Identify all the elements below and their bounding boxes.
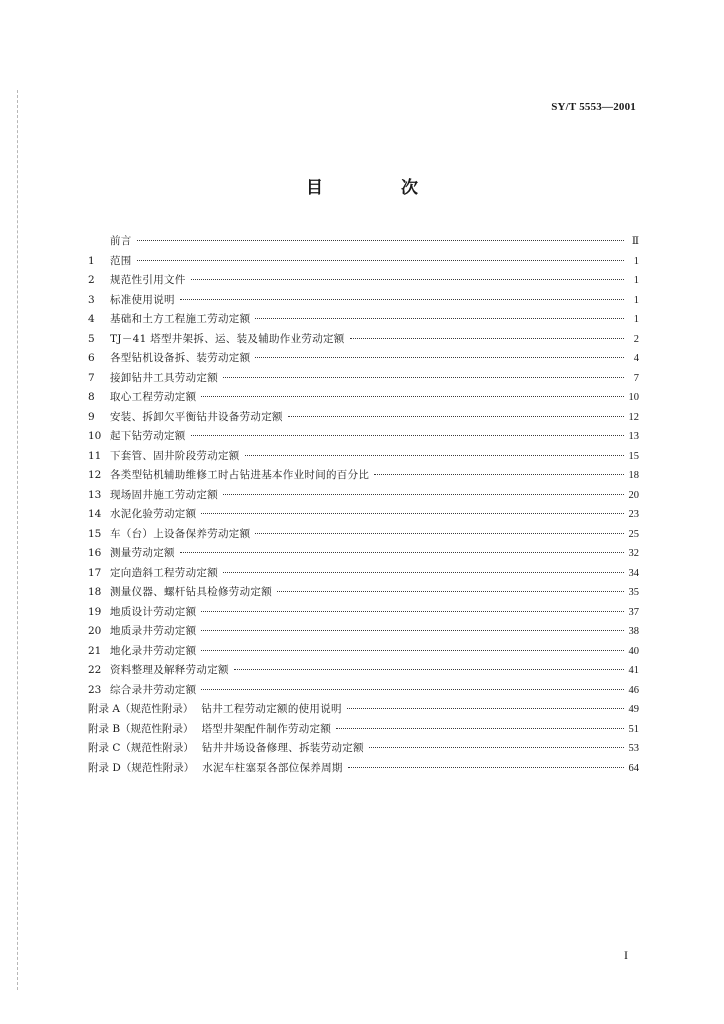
toc-entry[interactable] xyxy=(88,603,639,623)
toc-entry-page: 32 xyxy=(628,548,639,559)
toc-dot-leader xyxy=(347,708,624,709)
toc-entry-title: 钻井井场设备修理、拆装劳动定额 xyxy=(201,742,364,754)
toc-dot-leader xyxy=(374,474,623,475)
toc-dot-leader xyxy=(223,377,624,378)
toc-entry-title: 下套管、固井阶段劳动定额 xyxy=(110,449,240,462)
toc-entry-number: 附录 B（规范性附录） xyxy=(88,722,194,735)
toc-entry-title: 基础和土方工程施工劳动定额 xyxy=(110,313,251,325)
toc-entry-page: 1 xyxy=(633,275,639,286)
toc-entry-title: 取心工程劳动定额 xyxy=(110,391,197,403)
toc-entry-title: 范围 xyxy=(110,254,132,267)
toc-entry[interactable] xyxy=(88,739,639,759)
toc-entry[interactable] xyxy=(88,310,639,330)
toc-entry-page: 20 xyxy=(628,489,639,501)
toc-entry[interactable] xyxy=(88,330,639,350)
toc-dot-leader xyxy=(369,747,624,748)
toc-entry-title: 各型钻机设备拆、装劳动定额 xyxy=(110,352,251,364)
toc-entry[interactable] xyxy=(88,388,639,408)
page-number: I xyxy=(624,948,628,962)
toc-dot-leader xyxy=(234,669,624,670)
toc-dot-leader xyxy=(180,552,624,553)
toc-entry-page: 23 xyxy=(628,509,639,520)
toc-entry-number: 16 xyxy=(88,547,102,559)
toc-entry-page: 34 xyxy=(628,567,639,579)
toc-entry-title: 各类型钻机辅助维修工时占钻进基本作业时间的百分比 xyxy=(110,469,370,481)
toc-entry-page: 64 xyxy=(628,762,639,774)
toc-entry-page: 1 xyxy=(633,294,639,306)
toc-entry-number: 11 xyxy=(88,449,102,462)
toc-entry[interactable] xyxy=(88,427,639,447)
toc-entry-page: 7 xyxy=(633,372,639,384)
toc-entry[interactable] xyxy=(88,622,639,642)
toc-dot-leader xyxy=(201,689,623,690)
toc-dot-leader xyxy=(255,357,624,358)
toc-entry-title: 资料整理及解释劳动定额 xyxy=(110,664,229,676)
toc-entry-number: 15 xyxy=(88,527,102,540)
toc-entry-title: 钻井工程劳动定额的使用说明 xyxy=(201,703,342,715)
toc-entry-title: 规范性引用文件 xyxy=(110,274,186,286)
toc-entry-page: 18 xyxy=(628,470,639,481)
toc-entry-number: 10 xyxy=(88,430,102,442)
toc-entry-number: 20 xyxy=(88,625,102,637)
toc-entry-number: 6 xyxy=(88,352,95,364)
toc-entry[interactable] xyxy=(88,466,639,486)
toc-entry-page: Ⅱ xyxy=(631,236,639,247)
toc-dot-leader xyxy=(191,279,624,280)
toc-entry-page: 49 xyxy=(628,704,639,715)
toc-entry[interactable] xyxy=(88,544,639,564)
toc-entry-page: 51 xyxy=(628,723,639,735)
toc-entry-title: 测量劳动定额 xyxy=(110,547,175,559)
toc-entry[interactable] xyxy=(88,408,639,428)
toc-dot-leader xyxy=(255,318,624,319)
toc-entry-title: 起下钻劳动定额 xyxy=(110,430,186,442)
toc-entry[interactable] xyxy=(88,583,639,603)
toc-dot-leader xyxy=(336,728,623,729)
toc-entry[interactable] xyxy=(88,271,639,291)
toc-entry[interactable] xyxy=(88,642,639,662)
toc-entry-page: 10 xyxy=(628,392,639,403)
toc-entry-page: 2 xyxy=(633,333,639,345)
toc-entry-title: 综合录井劳动定额 xyxy=(110,683,197,696)
toc-dot-leader xyxy=(277,591,624,592)
toc-dot-leader xyxy=(201,630,623,631)
toc-entry-page: 25 xyxy=(628,528,639,540)
toc-entry-number: 附录 C（规范性附录） xyxy=(88,742,194,754)
toc-entry-page: 1 xyxy=(633,255,639,267)
toc-dot-leader xyxy=(201,396,623,397)
table-of-contents xyxy=(88,232,639,778)
toc-entry-title: TJ－41 塔型井架拆、运、装及辅助作业劳动定额 xyxy=(110,332,345,345)
toc-entry-number: 14 xyxy=(88,508,102,520)
toc-entry-number: 附录 D（规范性附录） xyxy=(88,761,195,774)
toc-entry[interactable] xyxy=(88,486,639,506)
toc-entry-title: 安装、拆卸欠平衡钻井设备劳动定额 xyxy=(110,410,283,423)
toc-entry[interactable] xyxy=(88,681,639,701)
toc-dot-leader xyxy=(223,572,624,573)
toc-entry-number: 5 xyxy=(88,332,95,345)
toc-entry-title: 水泥化验劳动定额 xyxy=(110,508,197,520)
toc-entry-number: 8 xyxy=(88,391,95,403)
standard-code: SY/T 5553—2001 xyxy=(551,101,636,113)
toc-entry[interactable] xyxy=(88,564,639,584)
toc-dot-leader xyxy=(223,494,624,495)
toc-entry[interactable] xyxy=(88,447,639,467)
toc-entry-number: 17 xyxy=(88,566,102,579)
toc-dot-leader xyxy=(201,650,623,651)
toc-entry-title: 接卸钻井工具劳动定额 xyxy=(110,371,218,384)
toc-entry-page: 40 xyxy=(628,645,639,657)
toc-entry[interactable] xyxy=(88,720,639,740)
toc-entry-title: 测量仪器、螺杆钻具检修劳动定额 xyxy=(110,586,272,598)
toc-entry-number: 19 xyxy=(88,605,102,618)
toc-entry-page: 15 xyxy=(628,450,639,462)
toc-entry-number: 13 xyxy=(88,488,102,501)
toc-dot-leader xyxy=(180,299,624,300)
toc-entry-page: 13 xyxy=(628,431,639,442)
toc-entry-number: 3 xyxy=(88,293,95,306)
toc-entry-page: 46 xyxy=(628,684,639,696)
toc-dot-leader xyxy=(191,435,624,436)
toc-entry-number: 2 xyxy=(88,274,95,286)
toc-entry-title: 车（台）上设备保养劳动定额 xyxy=(110,527,251,540)
toc-entry-number: 1 xyxy=(88,254,95,267)
toc-entry-title: 地质设计劳动定额 xyxy=(110,605,197,618)
toc-entry-page: 41 xyxy=(628,665,639,676)
toc-entry-title: 地化录井劳动定额 xyxy=(110,644,197,657)
toc-entry[interactable] xyxy=(88,369,639,389)
toc-entry-number: 18 xyxy=(88,586,102,598)
toc-entry[interactable] xyxy=(88,252,639,272)
toc-entry-number: 4 xyxy=(88,313,95,325)
binding-edge-line xyxy=(17,90,19,990)
toc-entry-page: 1 xyxy=(633,314,639,325)
toc-dot-leader xyxy=(201,513,623,514)
toc-entry-page: 12 xyxy=(628,411,639,423)
toc-entry[interactable] xyxy=(88,759,639,779)
toc-entry-title: 塔型井架配件制作劳动定额 xyxy=(201,722,332,735)
toc-entry-title: 定向造斜工程劳动定额 xyxy=(110,566,218,579)
toc-entry[interactable] xyxy=(88,661,639,681)
toc-dot-leader xyxy=(350,338,624,339)
toc-entry-number: 21 xyxy=(88,644,102,657)
toc-entry-number: 12 xyxy=(88,469,102,481)
toc-entry-title: 现场固井施工劳动定额 xyxy=(110,488,218,501)
toc-entry-number: 9 xyxy=(88,410,95,423)
toc-dot-leader xyxy=(137,260,624,261)
toc-entry-title: 水泥车柱塞泵各部位保养周期 xyxy=(202,761,343,774)
toc-entry-title: 地质录井劳动定额 xyxy=(110,625,197,637)
toc-dot-leader xyxy=(201,611,623,612)
toc-entry-title: 前言 xyxy=(110,235,132,247)
toc-entry[interactable] xyxy=(88,232,639,252)
toc-entry-title: 标准使用说明 xyxy=(110,293,175,306)
toc-entry[interactable] xyxy=(88,349,639,369)
toc-entry-page: 38 xyxy=(628,626,639,637)
toc-entry-number: 附录 A（规范性附录） xyxy=(88,703,194,715)
toc-entry-number: 23 xyxy=(88,683,102,696)
toc-dot-leader xyxy=(255,533,623,534)
toc-entry-number: 7 xyxy=(88,371,95,384)
toc-dot-leader xyxy=(245,455,624,456)
toc-entry-page: 37 xyxy=(628,606,639,618)
toc-dot-leader xyxy=(137,240,624,241)
toc-entry[interactable] xyxy=(88,505,639,525)
toc-entry[interactable] xyxy=(88,291,639,311)
toc-dot-leader xyxy=(288,416,624,417)
toc-entry-number: 22 xyxy=(88,664,102,676)
toc-entry-page: 4 xyxy=(633,353,639,364)
page-title: 目 次 xyxy=(306,178,454,198)
toc-entry-page: 35 xyxy=(628,587,639,598)
toc-entry-page: 53 xyxy=(628,743,639,754)
toc-entry[interactable] xyxy=(88,700,639,720)
toc-dot-leader xyxy=(348,767,624,768)
toc-entry[interactable] xyxy=(88,525,639,545)
